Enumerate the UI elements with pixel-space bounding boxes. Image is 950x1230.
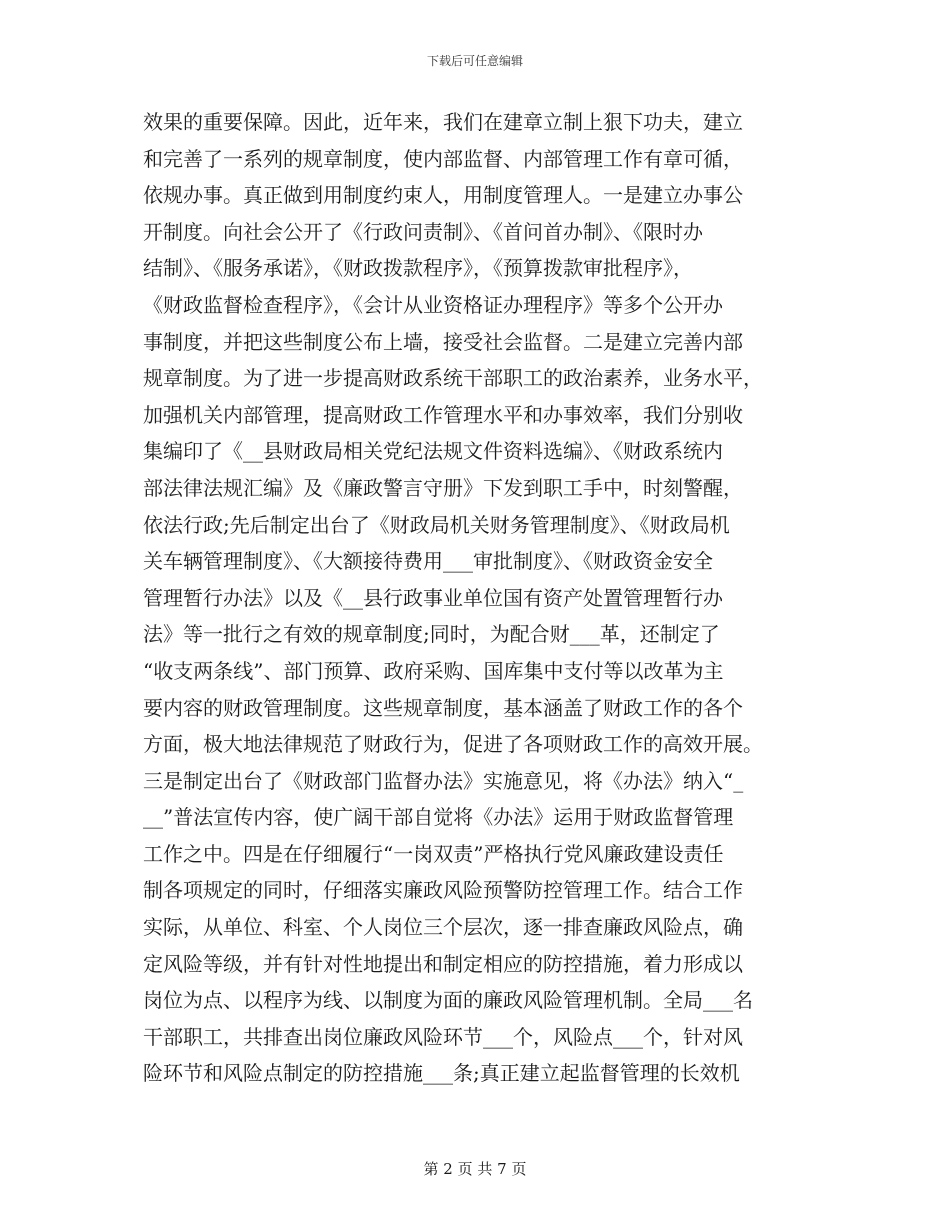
body-line: 规章制度。为了进一步提高财政系统干部职工的政治素养，业务水平， bbox=[143, 366, 763, 391]
body-line: 关车辆管理制度》、《大额接待费用___审批制度》、《财政资金安全 bbox=[143, 549, 713, 574]
body-line: 要内容的财政管理制度。这些规章制度，基本涵盖了财政工作的各个 bbox=[143, 695, 743, 720]
body-line: 部法律法规汇编》及《廉政警言守册》下发到职工手中，时刻警醒， bbox=[143, 475, 743, 500]
body-line: 管理暂行办法》以及《__县行政事业单位国有资产处置管理暂行办 bbox=[143, 585, 723, 610]
body-line: 加强机关内部管理，提高财政工作管理水平和办事效率，我们分别收 bbox=[143, 402, 743, 427]
body-line: 效果的重要保障。因此，近年来，我们在建章立制上狠下功夫，建立 bbox=[143, 110, 743, 134]
body-line: __”普法宣传内容，使广阔干部自觉将《办法》运用于财政监督管理 bbox=[143, 805, 734, 830]
page-header: 下载后可任意编辑 bbox=[426, 54, 523, 68]
body-line: 干部职工，共排查出岗位廉政风险环节___个，风险点___个，针对风 bbox=[143, 1024, 743, 1049]
body-line: 《财政监督检查程序》，《会计从业资格证办理程序》等多个公开办 bbox=[143, 292, 723, 317]
body-line: “收支两条线”、部门预算、政府采购、国库集中支付等以改革为主 bbox=[143, 658, 724, 683]
page-number: 第 2 页 共 7 页 bbox=[423, 1160, 527, 1178]
body-line: 依法行政;先后制定出台了《财政局机关财务管理制度》、《财政局机 bbox=[143, 512, 730, 537]
body-line: 岗位为点、以程序为线、以制度为面的廉政风险管理机制。全局___名 bbox=[143, 988, 753, 1013]
body-line: 定风险等级，并有针对性地提出和制定相应的防控措施，着力形成以 bbox=[143, 951, 743, 976]
body-line: 和完善了一系列的规章制度，使内部监督、内部管理工作有章可循， bbox=[143, 146, 743, 171]
body-line: 三是制定出台了《财政部门监督办法》实施意见，将《办法》纳入“_ bbox=[143, 768, 744, 793]
body-line: 制各项规定的同时，仔细落实廉政风险预警防控管理工作。结合工作 bbox=[143, 878, 743, 903]
body-line: 结制》、《服务承诺》，《财政拨款程序》，《预算拨款审批程序》， bbox=[143, 256, 693, 281]
body-line: 事制度，并把这些制度公布上墙，接受社会监督。二是建立完善内部 bbox=[143, 329, 743, 354]
body-line: 法》等一批行之有效的规章制度;同时，为配合财___革，还制定了 bbox=[143, 622, 720, 647]
body-line: 方面，极大地法律规范了财政行为，促进了各项财政工作的高效开展。 bbox=[143, 732, 763, 757]
body-line: 开制度。向社会公开了《行政问责制》、《首问首办制》、《限时办 bbox=[143, 219, 703, 244]
body-line: 险环节和风险点制定的防控措施___条;真正建立起监督管理的长效机 bbox=[143, 1061, 740, 1086]
body-line: 实际，从单位、科室、个人岗位三个层次，逐一排查廉政风险点，确 bbox=[143, 915, 743, 940]
body-line: 集编印了《__县财政局相关党纪法规文件资料选编》、《财政系统内 bbox=[143, 439, 723, 464]
body-line: 依规办事。真正做到用制度约束人，用制度管理人。一是建立办事公 bbox=[143, 183, 743, 208]
body-line: 工作之中。四是在仔细履行“一岗双责”严格执行党风廉政建设责任 bbox=[143, 841, 724, 866]
document-body bbox=[143, 104, 808, 1092]
